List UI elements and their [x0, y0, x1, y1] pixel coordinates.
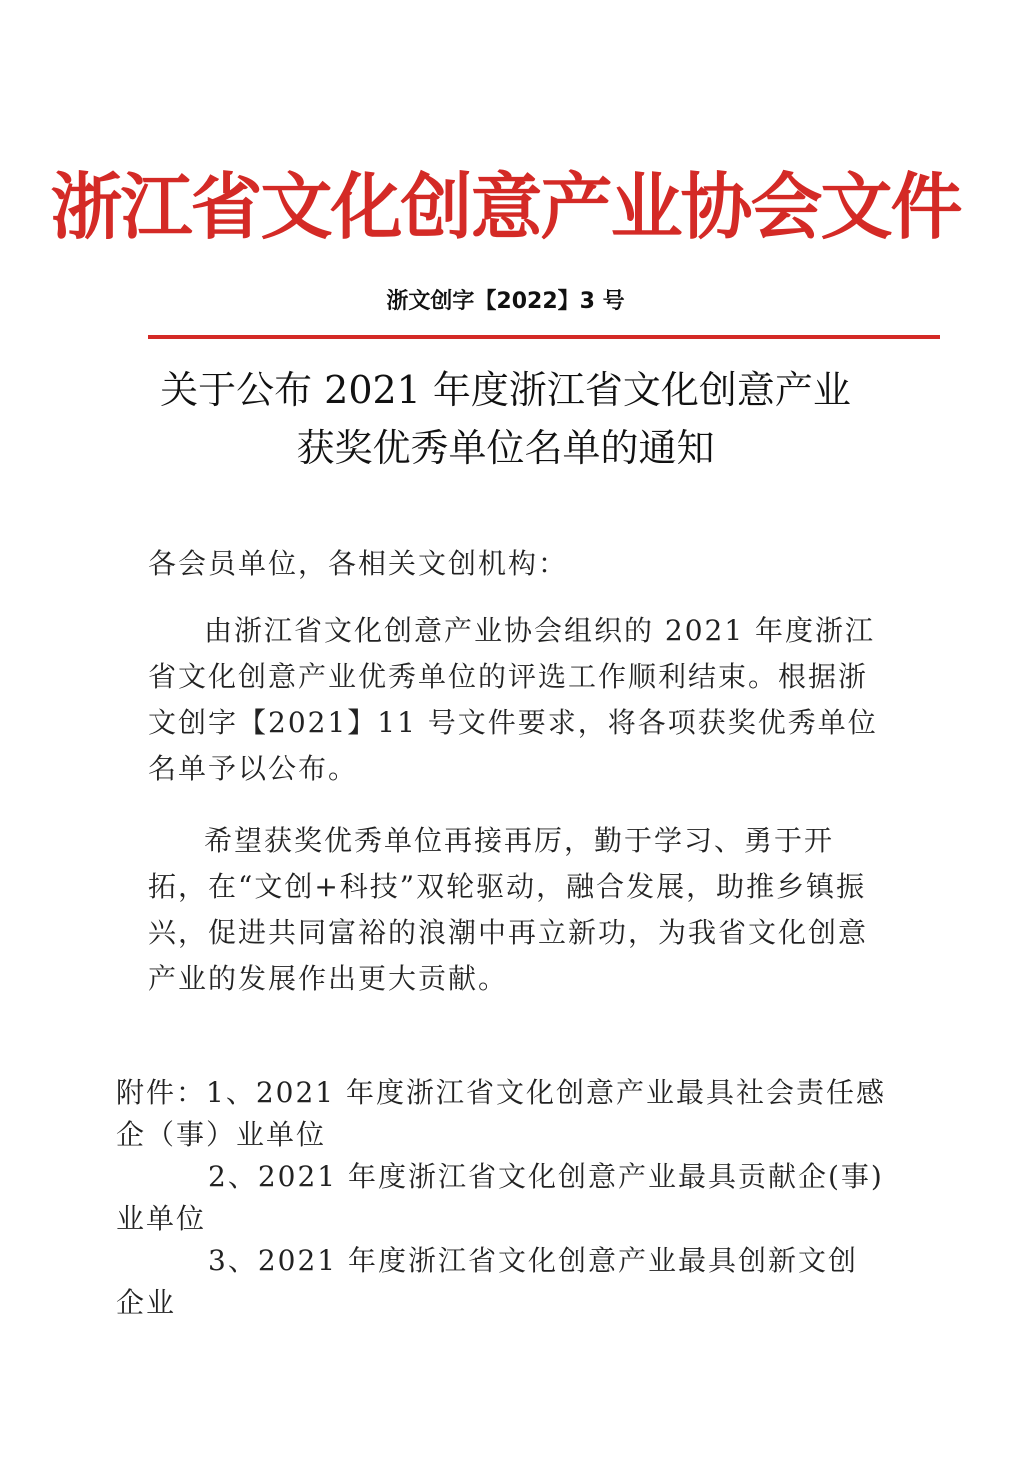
attachment-item-1: 附件：1、2021 年度浙江省文化创意产业最具社会责任感企（事）业单位 [116, 1076, 886, 1151]
attachment-item-3: 3、2021 年度浙江省文化创意产业最具创新文创企业 [116, 1244, 858, 1319]
attachments-list [116, 1072, 886, 1324]
salutation: 各会员单位，各相关文创机构： [148, 547, 569, 580]
notice-title-line-2: 获奖优秀单位名单的通知 [296, 426, 715, 470]
body-paragraph-1: 由浙江省文化创意产业协会组织的 2021 年度浙江省文化创意产业优秀单位的评选工作顺利结束。根据浙文创字【2021】11 号文件要求，将各项获奖优秀单位名单予以公布。 [148, 614, 878, 785]
notice-title-line-1: 关于公布 2021 年度浙江省文化创意产业 [160, 368, 851, 412]
body-paragraph-2: 希望获奖优秀单位再接再厉，勤于学习、勇于开拓，在“文创+科技”双轮驱动，融合发展，助推乡镇振兴，促进共同富裕的浪潮中再立新功，为我省文化创意产业的发展作出更大贡献。 [148, 824, 869, 995]
document-header-title: 浙江省文化创意产业协会文件 [50, 165, 961, 249]
attachment-item-2: 2、2021 年度浙江省文化创意产业最具贡献企(事)业单位 [116, 1160, 884, 1235]
document-number: 浙文创字【2022】3 号 [386, 289, 625, 314]
red-divider-line [148, 335, 940, 339]
